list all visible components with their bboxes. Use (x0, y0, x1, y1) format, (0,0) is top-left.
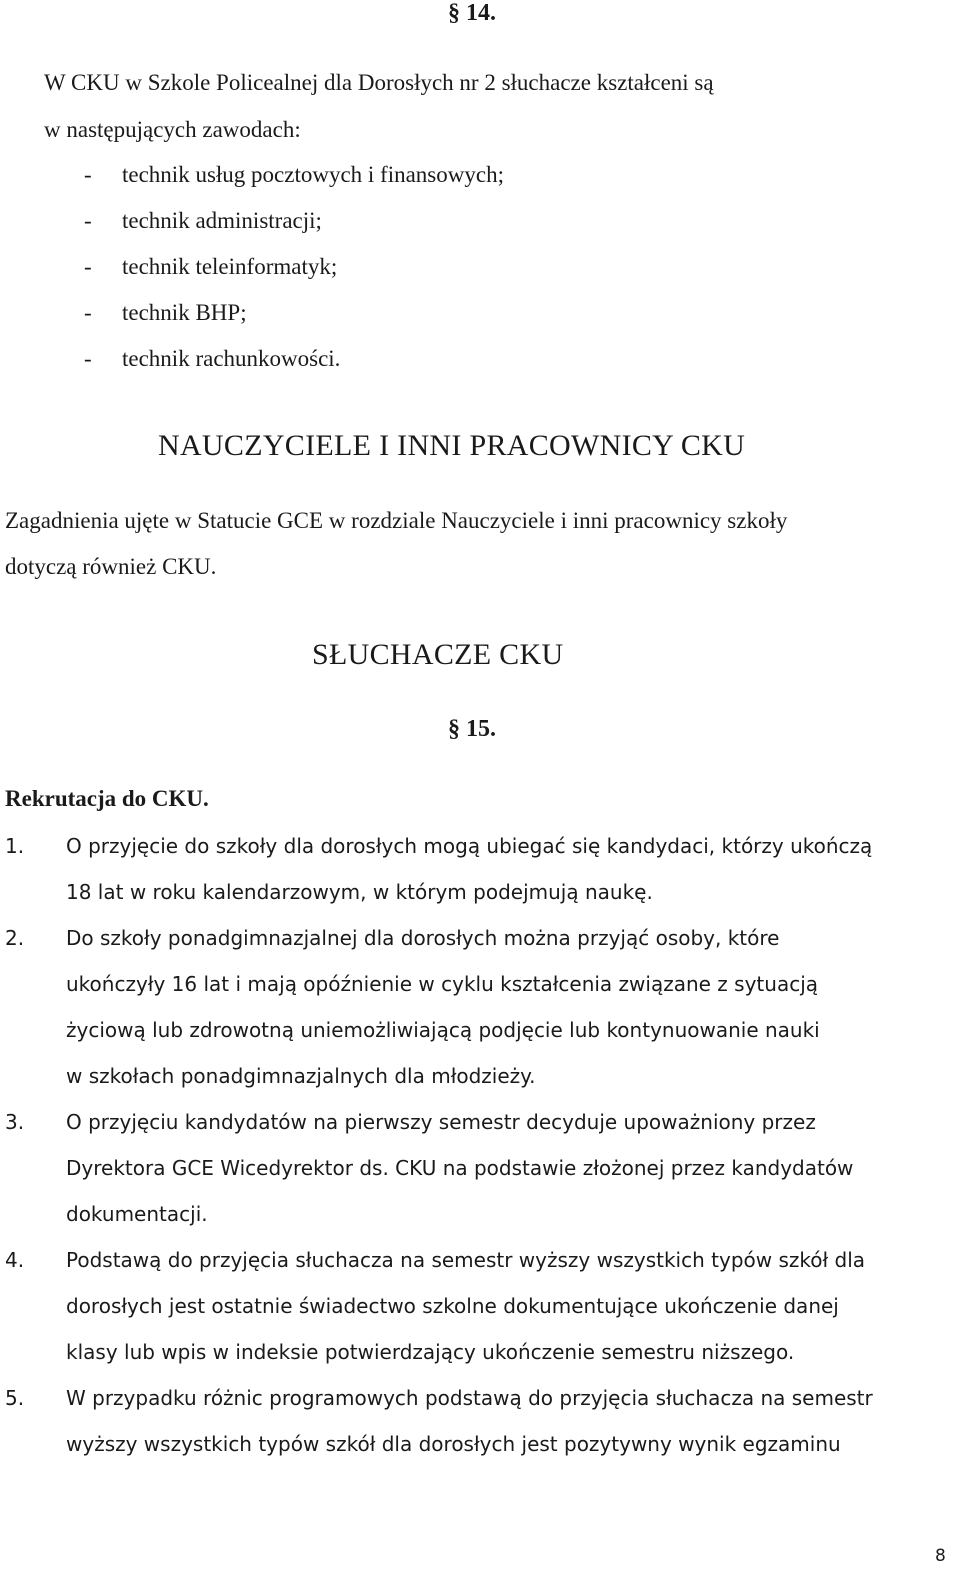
list-item-line: Dyrektora GCE Wicedyrektor ds. CKU na podstawie złożonej przez kandydatów (66, 1156, 854, 1180)
list-item: technik rachunkowości. (122, 346, 341, 371)
item-number: 2. (5, 926, 25, 950)
list-item: technik usług pocztowych i finansowych; (122, 162, 504, 187)
list-item-line: 18 lat w roku kalendarzowym, w którym podejmują naukę. (66, 880, 653, 904)
list-item-line: O przyjęcie do szkoły dla dorosłych mogą ubiegać się kandydaci, którzy ukończą (66, 834, 873, 858)
list-item-line: wyższy wszystkich typów szkół dla dorosłych jest pozytywny wynik egzaminu (66, 1432, 841, 1456)
item-number: 3. (5, 1110, 25, 1134)
item-number: 1. (5, 834, 25, 858)
list-item-line: W przypadku różnic programowych podstawą do przyjęcia słuchacza na semestr (66, 1386, 873, 1410)
list-item-line: klasy lub wpis w indeksie potwierdzający ukończenie semestru niższego. (66, 1340, 795, 1364)
list-item-line: w szkołach ponadgimnazjalnych dla młodzieży. (66, 1064, 536, 1088)
section-15-number: § 15. (448, 716, 496, 742)
list-item: technik administracji; (122, 208, 322, 233)
list-dash: - (84, 162, 92, 187)
list-item-line: dokumentacji. (66, 1202, 208, 1226)
list-item-line: Do szkoły ponadgimnazjalnej dla dorosłych można przyjąć osoby, które (66, 926, 780, 950)
list-dash: - (84, 300, 92, 325)
list-item-line: życiową lub zdrowotną uniemożliwiającą podjęcie lub kontynuowanie nauki (66, 1018, 820, 1042)
list-dash: - (84, 346, 92, 371)
heading-students: SŁUCHACZE CKU (312, 638, 564, 671)
list-item-line: dorosłych jest ostatnie świadectwo szkolne dokumentujące ukończenie danej (66, 1294, 839, 1318)
list-item-line: O przyjęciu kandydatów na pierwszy semestr decyduje upoważniony przez (66, 1110, 816, 1134)
item-number: 5. (5, 1386, 25, 1410)
list-dash: - (84, 208, 92, 233)
list-dash: - (84, 254, 92, 279)
list-item: technik teleinformatyk; (122, 254, 338, 279)
list-item-line: Podstawą do przyjęcia słuchacza na semestr wyższy wszystkich typów szkół dla (66, 1248, 866, 1272)
page-number: 8 (935, 1546, 946, 1566)
subheading-recruitment: Rekrutacja do CKU. (5, 786, 209, 811)
staff-text-line-1: Zagadnienia ujęte w Statucie GCE w rozdziale Nauczyciele i inni pracownicy szkoły (5, 508, 788, 533)
heading-staff: NAUCZYCIELE I INNI PRACOWNICY CKU (158, 429, 746, 462)
intro-line-2: w następujących zawodach: (44, 117, 301, 142)
section-14-number: § 14. (448, 0, 496, 26)
intro-line-1: W CKU w Szkole Policealnej dla Dorosłych nr 2 słuchacze kształceni są (44, 70, 714, 95)
list-item-line: ukończyły 16 lat i mają opóźnienie w cyklu kształcenia związane z sytuacją (66, 972, 819, 996)
staff-text-line-2: dotyczą również CKU. (5, 554, 217, 579)
item-number: 4. (5, 1248, 25, 1272)
list-item: technik BHP; (122, 300, 247, 325)
